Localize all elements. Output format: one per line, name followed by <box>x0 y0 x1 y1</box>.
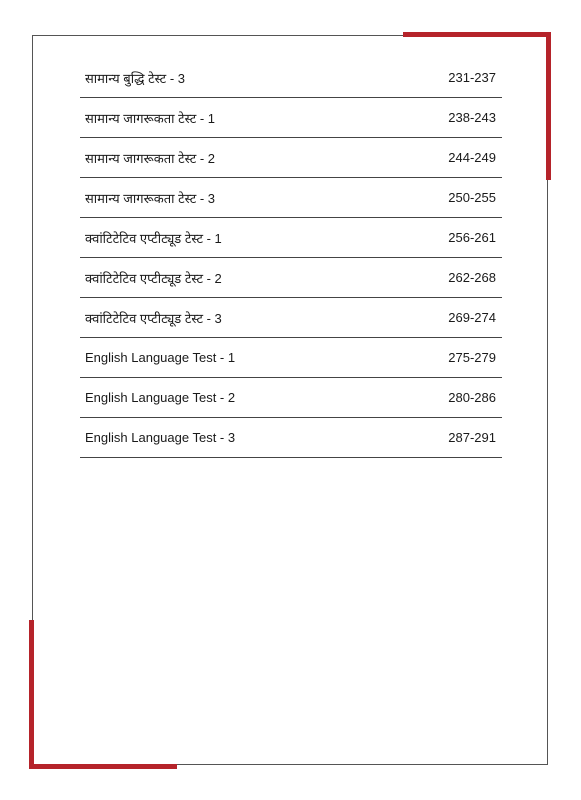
toc-entry-title: क्वांटिटेटिव एप्टीट्यूड टेस्ट - 3 <box>85 310 222 326</box>
toc-row[interactable] <box>80 138 502 178</box>
toc-row[interactable] <box>80 98 502 138</box>
toc-row[interactable] <box>80 58 502 98</box>
toc-row[interactable] <box>80 258 502 298</box>
toc-entry-pages: 256-261 <box>448 230 496 245</box>
accent-corner-bottom-left <box>29 764 177 769</box>
accent-corner-top-right-vertical <box>546 32 551 180</box>
toc-entry-title: सामान्य जागरूकता टेस्ट - 3 <box>85 190 216 206</box>
toc-entry-pages: 238-243 <box>448 110 496 125</box>
toc-entry-pages: 244-249 <box>448 150 496 165</box>
toc-entry-title: सामान्य जागरूकता टेस्ट - 1 <box>85 110 216 126</box>
toc-entry-pages: 275-279 <box>448 350 496 365</box>
toc-entry-pages: 250-255 <box>448 190 496 205</box>
toc-entry-pages: 262-268 <box>448 270 496 285</box>
toc-row[interactable] <box>80 378 502 418</box>
toc-row[interactable] <box>80 298 502 338</box>
toc-entry-pages: 269-274 <box>448 310 496 325</box>
toc-row[interactable] <box>80 178 502 218</box>
table-of-contents <box>80 58 502 458</box>
toc-entry-title: क्वांटिटेटिव एप्टीट्यूड टेस्ट - 2 <box>85 270 222 286</box>
toc-entry-title: सामान्य जागरूकता टेस्ट - 2 <box>85 150 216 166</box>
toc-entry-title: English Language Test - 1 <box>85 350 236 365</box>
accent-corner-bottom-left-vertical <box>29 620 34 768</box>
toc-row[interactable] <box>80 338 502 378</box>
toc-entry-title: क्वांटिटेटिव एप्टीट्यूड टेस्ट - 1 <box>85 230 222 246</box>
toc-entry-pages: 287-291 <box>448 430 496 445</box>
accent-corner-top-right <box>403 32 551 37</box>
toc-entry-title: English Language Test - 3 <box>85 430 236 445</box>
toc-entry-pages: 280-286 <box>448 390 496 405</box>
toc-row[interactable] <box>80 218 502 258</box>
toc-entry-title: English Language Test - 2 <box>85 390 236 405</box>
toc-entry-title: सामान्य बुद्धि टेस्ट - 3 <box>85 70 186 86</box>
toc-entry-pages: 231-237 <box>448 70 496 85</box>
toc-row[interactable] <box>80 418 502 458</box>
